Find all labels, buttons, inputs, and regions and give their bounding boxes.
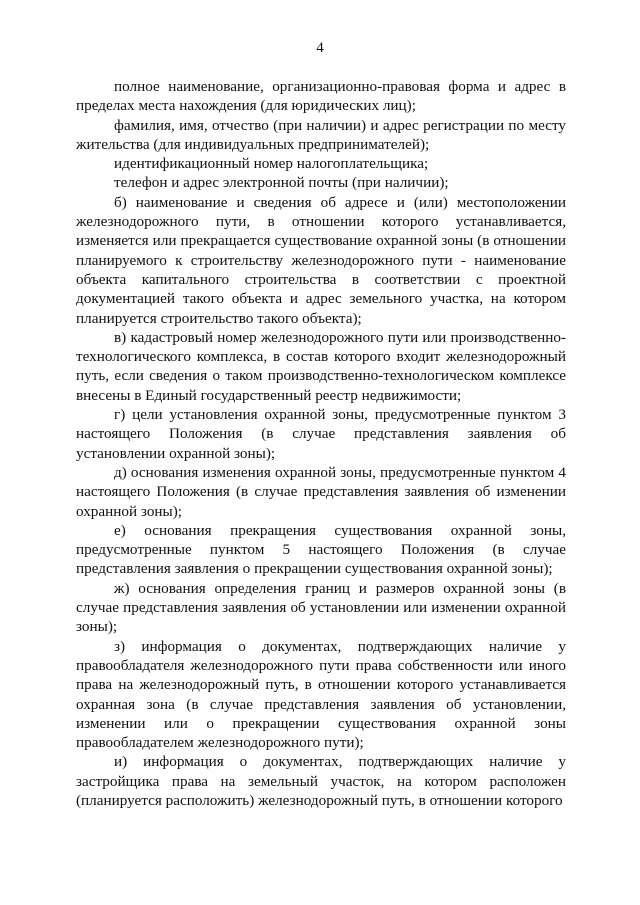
paragraph-tax-id: идентификационный номер налогоплательщика;: [114, 155, 429, 173]
paragraph-item-zh: ж) основания определения границ и размеров охранной зоны (в случае представления заявления об установлении или изменении охранной зоны);: [76, 579, 566, 636]
paragraph-legal-entity-info: полное наименование, организационно-правовая форма и адрес в пределах места нахождения (для юридических лиц);: [76, 78, 566, 115]
paragraph-item-v: в) кадастровый номер железнодорожного пути или производственно-технологического комплекса, в состав которого входит железнодорожный путь, если сведения о таком производственно-технологическом комплексе внесены в Единый государственный реестр недвижимости;: [76, 328, 566, 404]
paragraph-item-i: и) информация о документах, подтверждающих наличие у застройщика права на земельный участок, на котором расположен (планируется расположить) железнодорожный путь, в отношении которого: [76, 753, 566, 809]
paragraph-item-e: е) основания прекращения существования охранной зоны, предусмотренные пунктом 5 настоящего Положения (в случае представления заявления о прекращении существования охранной зоны);: [76, 521, 566, 578]
paragraph-entrepreneur-info: фамилия, имя, отчество (при наличии) и адрес регистрации по месту жительства (для индивидуальных предпринимателей);: [76, 116, 566, 153]
paragraph-item-b: б) наименование и сведения об адресе и (или) местоположении железнодорожного пути, в отношении которого устанавливается, изменяется или прекращается существование охранной зоны (в отношении планируемого к строительству железнодорожного пути - наименование объекта капитального строительства в соответствии с проектной документацией такого объекта и адрес земельного участка, на котором планируется строительство такого объекта);: [76, 193, 566, 327]
paragraph-item-z: з) информация о документах, подтверждающих наличие у правообладателя железнодорожного пути права собственности или иного права на железнодорожный путь, в отношении которого устанавливается охранная зона (в случае представления заявления об установлении, изменении или о прекращении существования охранной зоны правообладателем железнодорожного пути);: [76, 637, 566, 752]
document-body: [76, 77, 566, 810]
paragraph-contacts: телефон и адрес электронной почты (при наличии);: [114, 174, 449, 192]
paragraph-item-g: г) цели установления охранной зоны, предусмотренные пунктом 3 настоящего Положения (в случае представления заявления об установлении охранной зоны);: [76, 406, 566, 462]
paragraph-item-d: д) основания изменения охранной зоны, предусмотренные пунктом 4 настоящего Положения (в случае представления заявления об изменении охранной зоны);: [76, 463, 566, 520]
page-number: 4: [316, 40, 324, 56]
